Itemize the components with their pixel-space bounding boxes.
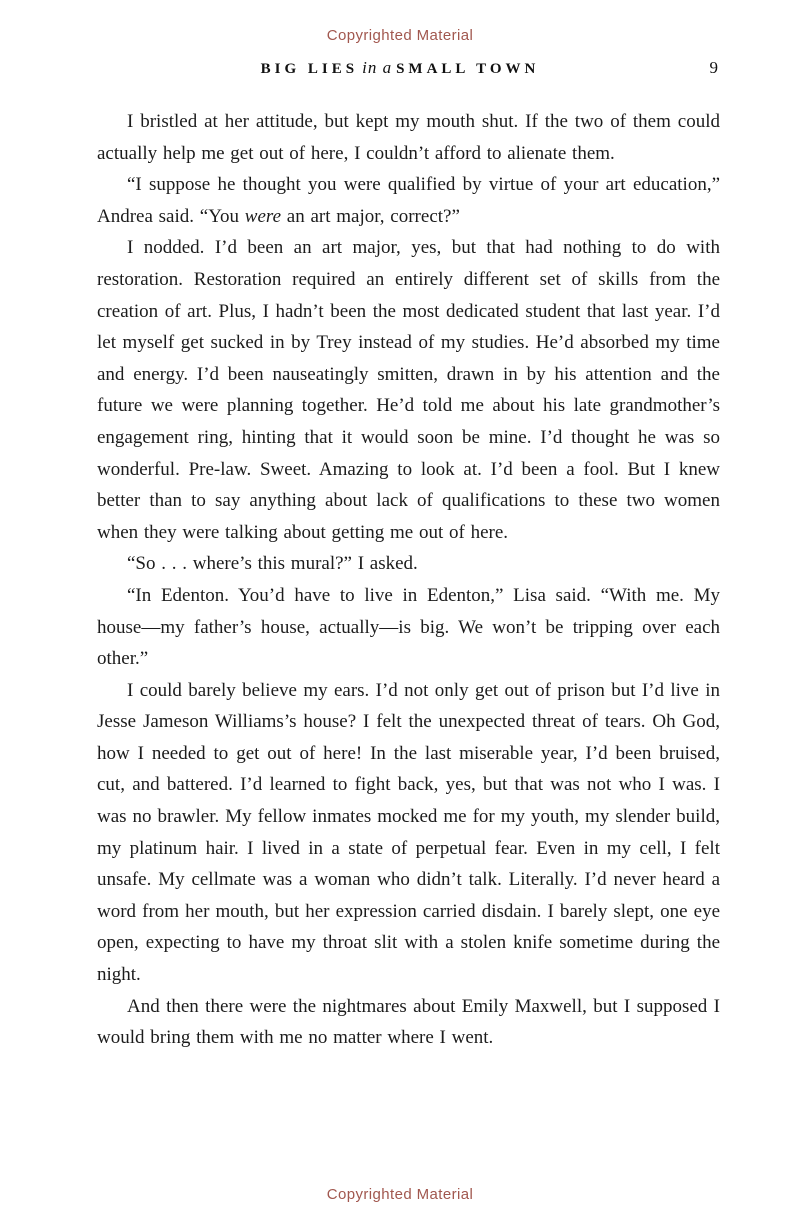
text-run: I bristled at her attitude, but kept my mouth shut. If the two of them could actually help me get out of here, I couldn’t afford to alienate them. bbox=[97, 111, 720, 164]
paragraph bbox=[97, 169, 720, 232]
text-run: “In Edenton. You’d have to live in Edenton,” Lisa said. “With me. My house—my father’s house, actually—is big. We won’t be tripping over each other.” bbox=[97, 584, 720, 670]
copyright-notice-bottom: Copyrighted Material bbox=[326, 1186, 474, 1203]
book-title-part2: SMALL TOWN bbox=[396, 61, 540, 77]
paragraph bbox=[97, 106, 720, 169]
italic-text-run: were bbox=[244, 205, 282, 227]
paragraph bbox=[97, 232, 720, 548]
page-number: 9 bbox=[709, 58, 718, 77]
book-title-part1: BIG LIES bbox=[260, 61, 359, 77]
text-run: I could barely believe my ears. I’d not only get out of prison but I’d live in Jesse Jameson Williams’s house? I felt the unexpected threat of tears. Oh God, how I needed to get out of here! In the last miserable year, I’d been bruised, cut, and battered. I’d learned to fight back, yes, but that was not who I was. I was no brawler. My fellow inmates mocked me for my youth, my slender build, my platinum hair. I lived in a state of perpetual fear. Even in my cell, I felt unsafe. My cellmate was a woman who didn’t talk. Literally. I’d never heard a word from her mouth, but her expression carried disdain. I barely slept, one eye open, expecting to have my throat slit with a stolen knife sometime during the night. bbox=[97, 679, 720, 986]
text-run: “I suppose he thought you were qualified by virtue of your art education,” Andrea said. “You bbox=[97, 174, 720, 227]
paragraph bbox=[97, 991, 720, 1054]
text-run: an art major, correct?” bbox=[281, 205, 460, 227]
text-run: And then there were the nightmares about Emily Maxwell, but I supposed I would bring them with me no matter where I went. bbox=[97, 995, 720, 1049]
paragraph bbox=[97, 580, 720, 675]
book-title bbox=[261, 58, 540, 78]
paragraph bbox=[97, 675, 720, 991]
copyright-notice-top: Copyrighted Material bbox=[326, 27, 474, 44]
book-title-script-word: in a bbox=[362, 58, 393, 77]
text-run: I nodded. I’d been an art major, yes, but that had nothing to do with restoration. Restoration required an entirely different set of skills from the creation of art. Plus, I hadn’t been the most dedicated student that last year. I’d let myself get sucked in by Trey instead of my studies. He’d absorbed my time and energy. I’d been nauseatingly smitten, drawn in by his attention and the future we were planning together. He’d told me about his late grandmother’s engagement ring, hinting that it would soon be mine. I’d thought he was so wonderful. Pre-law. Sweet. Amazing to look at. I’d been a fool. But I knew better than to say anything about lack of qualifications to these two women when they were talking about getting me out of here. bbox=[97, 237, 720, 543]
body-text bbox=[0, 106, 800, 1054]
paragraph bbox=[97, 548, 720, 580]
running-header bbox=[0, 58, 800, 80]
text-run: “So . . . where’s this mural?” I asked. bbox=[127, 553, 418, 575]
